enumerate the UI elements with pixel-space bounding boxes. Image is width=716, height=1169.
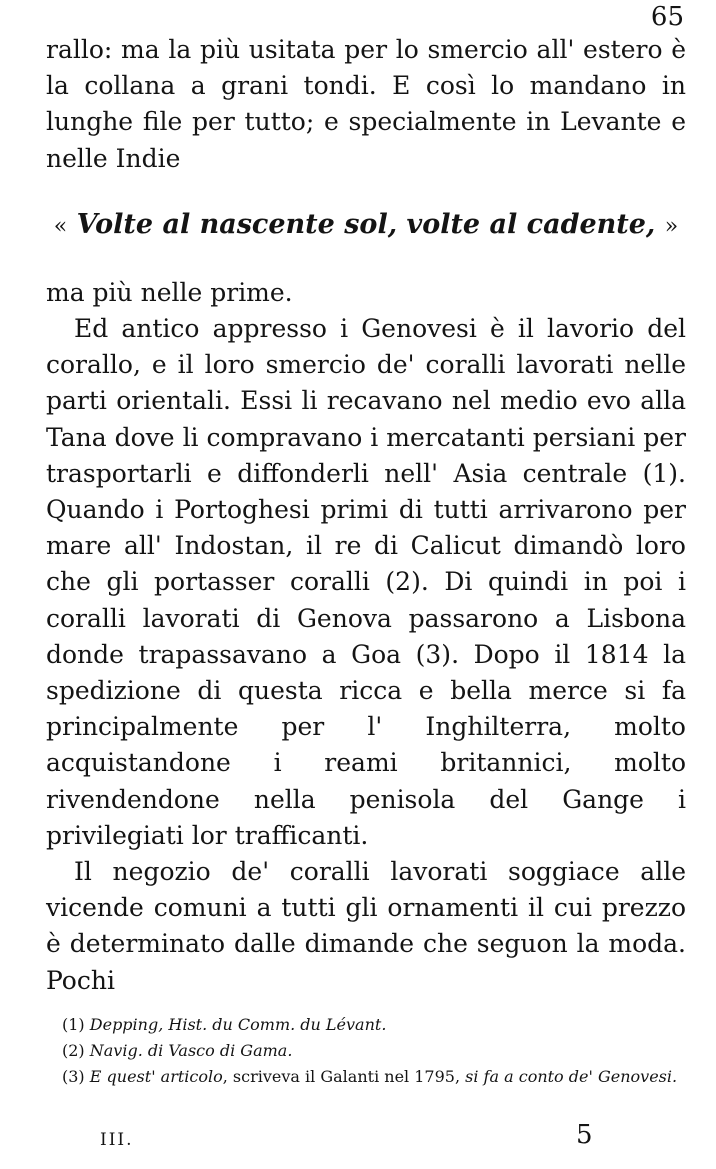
footnote-citation: E quest' articolo xyxy=(89,1067,223,1086)
sheet-number: 5 xyxy=(576,1120,593,1150)
footnote-number: (1) xyxy=(62,1015,85,1034)
paragraph-short: ma più nelle prime. xyxy=(46,277,293,307)
footnote-text: , scriveva il Galanti nel 1795, xyxy=(222,1067,466,1086)
signature-mark: III. xyxy=(100,1130,134,1150)
paragraph-coral-trade: Ed antico appresso i Genovesi è il lavorio del corallo, e il loro smercio de' coralli lavorati nelle parti orientali. Essi li recavano nel medio evo alla Tana dove li compravano i mercatanti persiani per trasportarli e diffonderli nell' Asia centrale (1). Quando i Portoghesi primi di tutti arrivarono per mare all' Indostan, il re di Calicut dimandò loro che gli portasser coralli (2). Di quindi in poi i coralli lavorati di Genova passarono a Lisbona donde trapassavano a Goa (3). Dopo il 1814 la spedizione di questa ricca e bella merce si fa principalmente per l' Inghilterra, molto acquistandone i reami britannici, molto rivendendone nella penisola del Gange i privilegiati lor trafficanti. xyxy=(46,314,686,850)
footnote-number: (2) xyxy=(62,1041,85,1060)
page-number: 65 xyxy=(650,2,684,32)
footnote-citation-end: si fa a conto de' Genovesi. xyxy=(465,1067,678,1086)
paragraph-continuation: rallo: ma la più usitata per lo smercio all' estero è la collana a grani tondi. E così lo mandano in lunghe file per tutto; e specialmente in Levante e nelle Indie xyxy=(46,35,686,173)
verse-quote xyxy=(46,205,686,247)
quote-close-mark: » xyxy=(664,213,679,239)
footnote-3 xyxy=(62,1064,682,1090)
footnotes xyxy=(62,1012,682,1090)
footnote-2 xyxy=(62,1038,682,1064)
paragraph-ornaments: Il negozio de' coralli lavorati soggiace alle vicende comuni a tutti gli ornamenti il cui prezzo è determinato dalle dimande che seguon la moda. Pochi xyxy=(46,857,686,995)
footnote-citation: Depping, Hist. du Comm. du Lévant. xyxy=(89,1015,387,1034)
footnote-1 xyxy=(62,1012,682,1038)
body-text xyxy=(46,32,686,999)
footnote-number: (3) xyxy=(62,1067,85,1086)
footnote-citation: Navig. di Vasco di Gama. xyxy=(89,1041,293,1060)
quote-text: Volte al nascente sol, volte al cadente, xyxy=(76,208,656,240)
quote-open-mark: « xyxy=(53,213,68,239)
